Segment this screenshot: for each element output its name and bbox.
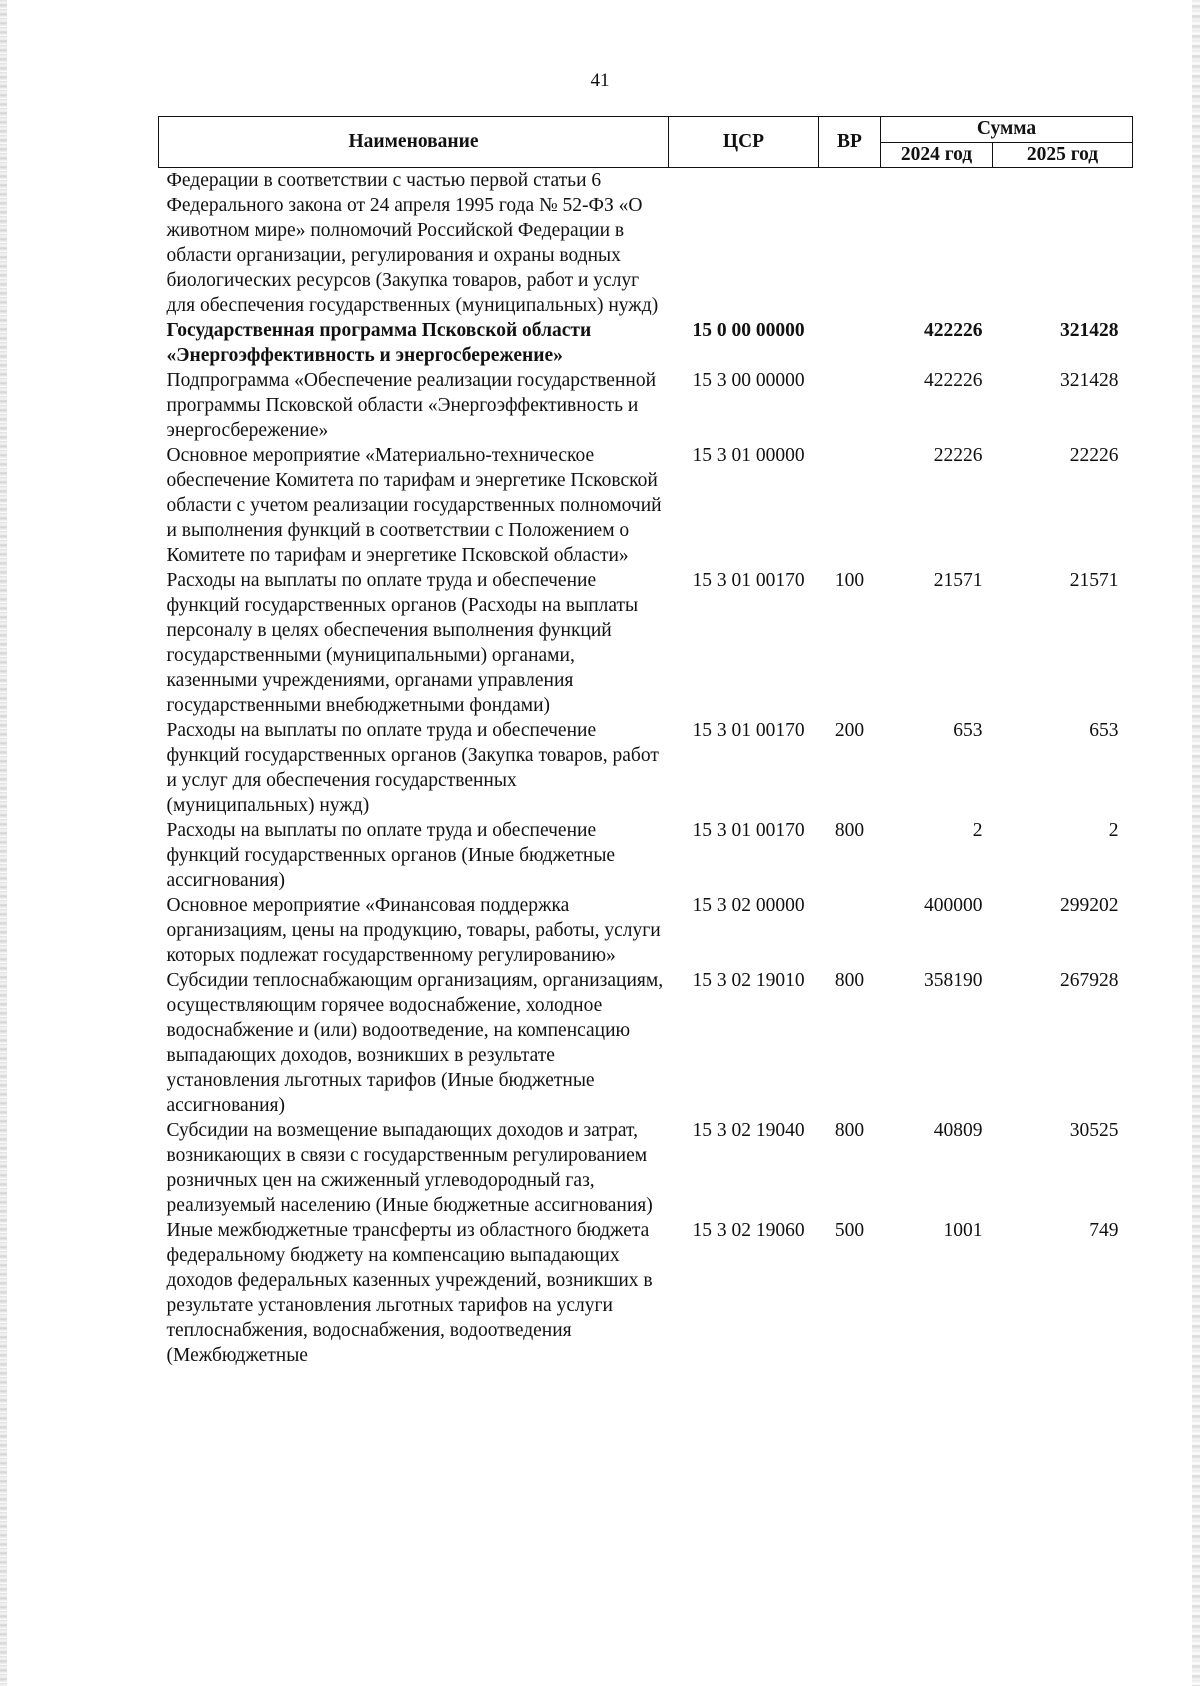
row-amount-2025: 653: [1089, 720, 1119, 741]
row-amount-2024: 1001: [943, 1220, 983, 1241]
row-name: Расходы на выплаты по оплате труда и обеспечение функций государственных органов (Расходы на выплаты персоналу в целях обеспечения выполнения функций государственными (муниципальными) органами, казенными учреждениями, органами управления государственными внебюджетными фондами): [166, 570, 639, 716]
row-name: Государственная программа Псковской области «Энергоэффективность и энергосбережение»: [166, 320, 592, 366]
row-amount-2024: 21571: [933, 570, 983, 591]
row-csr: 15 3 02 19060: [692, 1220, 805, 1241]
row-csr: 15 3 02 00000: [692, 895, 805, 916]
row-vr: [819, 893, 881, 968]
table-row: [159, 568, 1133, 718]
row-csr: 15 0 00 00000: [692, 320, 805, 341]
row-csr: 15 3 01 00170: [692, 720, 805, 741]
row-csr: [669, 168, 819, 319]
header-year-2025: 2025 год: [993, 142, 1133, 168]
table-row: [159, 1218, 1133, 1368]
row-csr: 15 3 01 00170: [692, 820, 805, 841]
header-csr: ЦСР: [669, 117, 819, 168]
row-csr: 15 3 00 00000: [692, 370, 805, 391]
row-vr: 200: [834, 720, 865, 741]
header-vr: ВР: [819, 117, 881, 168]
row-amount-2025: 299202: [1060, 895, 1119, 916]
row-name: Подпрограмма «Обеспечение реализации государственной программы Псковской области «Энергоэффективность и энергосбережение»: [166, 370, 657, 441]
table-row: [159, 443, 1133, 568]
row-vr: 800: [834, 970, 865, 991]
row-vr: 100: [834, 570, 865, 591]
row-amount-2025: 321428: [1060, 370, 1119, 391]
row-vr: [819, 318, 881, 368]
row-amount-2024: 22226: [933, 445, 983, 466]
row-amount-2024: 2: [972, 820, 983, 841]
budget-table: [158, 116, 1133, 1368]
row-amount-2025: 21571: [1069, 570, 1119, 591]
row-csr: 15 3 01 00170: [692, 570, 805, 591]
row-name: Субсидии на возмещение выпадающих доходов и затрат, возникающих в связи с государственным регулированием розничных цен на сжиженный углеводородный газ, реализуемый населению (Иные бюджетные ассигнования): [166, 1120, 653, 1216]
scan-edge-left: [0, 0, 7, 1686]
table-row: [159, 368, 1133, 443]
row-vr: [819, 443, 881, 568]
row-amount-2024: 400000: [924, 895, 983, 916]
row-amount-2024: 40809: [933, 1120, 983, 1141]
row-csr: 15 3 02 19040: [692, 1120, 805, 1141]
table-row: [159, 168, 1133, 319]
header-name: Наименование: [159, 117, 669, 168]
row-amount-2025: 30525: [1069, 1120, 1119, 1141]
table-header: [159, 117, 1133, 168]
table-row: [159, 318, 1133, 368]
row-vr: 500: [834, 1220, 865, 1241]
table-row: [159, 968, 1133, 1118]
row-csr: 15 3 01 00000: [692, 445, 805, 466]
row-name: Основное мероприятие «Материально-техническое обеспечение Комитета по тарифам и энергетике Псковской области с учетом реализации государственных полномочий и выполнения функций в соответствии с Положением о Комитете по тарифам и энергетике Псковской области»: [166, 445, 662, 566]
row-vr: 800: [834, 1120, 865, 1141]
row-vr: 800: [834, 820, 865, 841]
row-amount-2025: 2: [1108, 820, 1119, 841]
header-sum: Сумма: [881, 117, 1133, 143]
row-amount-2025: 22226: [1069, 445, 1119, 466]
table-body: [159, 168, 1133, 1369]
table-row: [159, 1118, 1133, 1218]
row-amount-2024: 422226: [924, 370, 983, 391]
row-name: Федерации в соответствии с частью первой статьи 6 Федерального закона от 24 апреля 1995 года № 52-ФЗ «О животном мире» полномочий Российской Федерации в области организации, регулирования и охраны водных биологических ресурсов (Закупка товаров, работ и услуг для обеспечения государственных (муниципальных) нужд): [166, 170, 659, 316]
row-name: Иные межбюджетные трансферты из областного бюджета федеральному бюджету на компенсацию выпадающих доходов федеральных казенных учреждений, возникших в результате установления льготных тарифов на услуги теплоснабжения, водоснабжения, водоотведения (Межбюджетные: [166, 1220, 653, 1366]
row-name: Расходы на выплаты по оплате труда и обеспечение функций государственных органов (Иные бюджетные ассигнования): [166, 820, 616, 891]
header-year-2024: 2024 год: [881, 142, 993, 168]
scan-edge-right: [1192, 0, 1200, 1686]
table-row: [159, 818, 1133, 893]
table-row: [159, 893, 1133, 968]
row-amount-2025: [993, 168, 1133, 319]
row-amount-2024: [881, 168, 993, 319]
row-name: Основное мероприятие «Финансовая поддержка организациям, цены на продукцию, товары, работы, услуги которых подлежат государственному регулированию»: [166, 895, 661, 966]
row-amount-2024: 358190: [924, 970, 983, 991]
row-vr: [819, 368, 881, 443]
row-amount-2024: 422226: [924, 320, 983, 341]
row-amount-2025: 267928: [1060, 970, 1119, 991]
row-name: Субсидии теплоснабжающим организациям, организациям, осуществляющим горячее водоснабжение, холодное водоснабжение и (или) водоотведение, на компенсацию выпадающих доходов, возникших в результате установления льготных тарифов (Иные бюджетные ассигнования): [166, 970, 664, 1116]
row-amount-2025: 749: [1089, 1220, 1119, 1241]
row-csr: 15 3 02 19010: [692, 970, 805, 991]
row-vr: [819, 168, 881, 319]
row-amount-2024: 653: [953, 720, 983, 741]
page-number: 41: [590, 70, 610, 91]
table-row: [159, 718, 1133, 818]
row-name: Расходы на выплаты по оплате труда и обеспечение функций государственных органов (Закупка товаров, работ и услуг для обеспечения государственных (муниципальных) нужд): [166, 720, 659, 816]
row-amount-2025: 321428: [1060, 320, 1119, 341]
